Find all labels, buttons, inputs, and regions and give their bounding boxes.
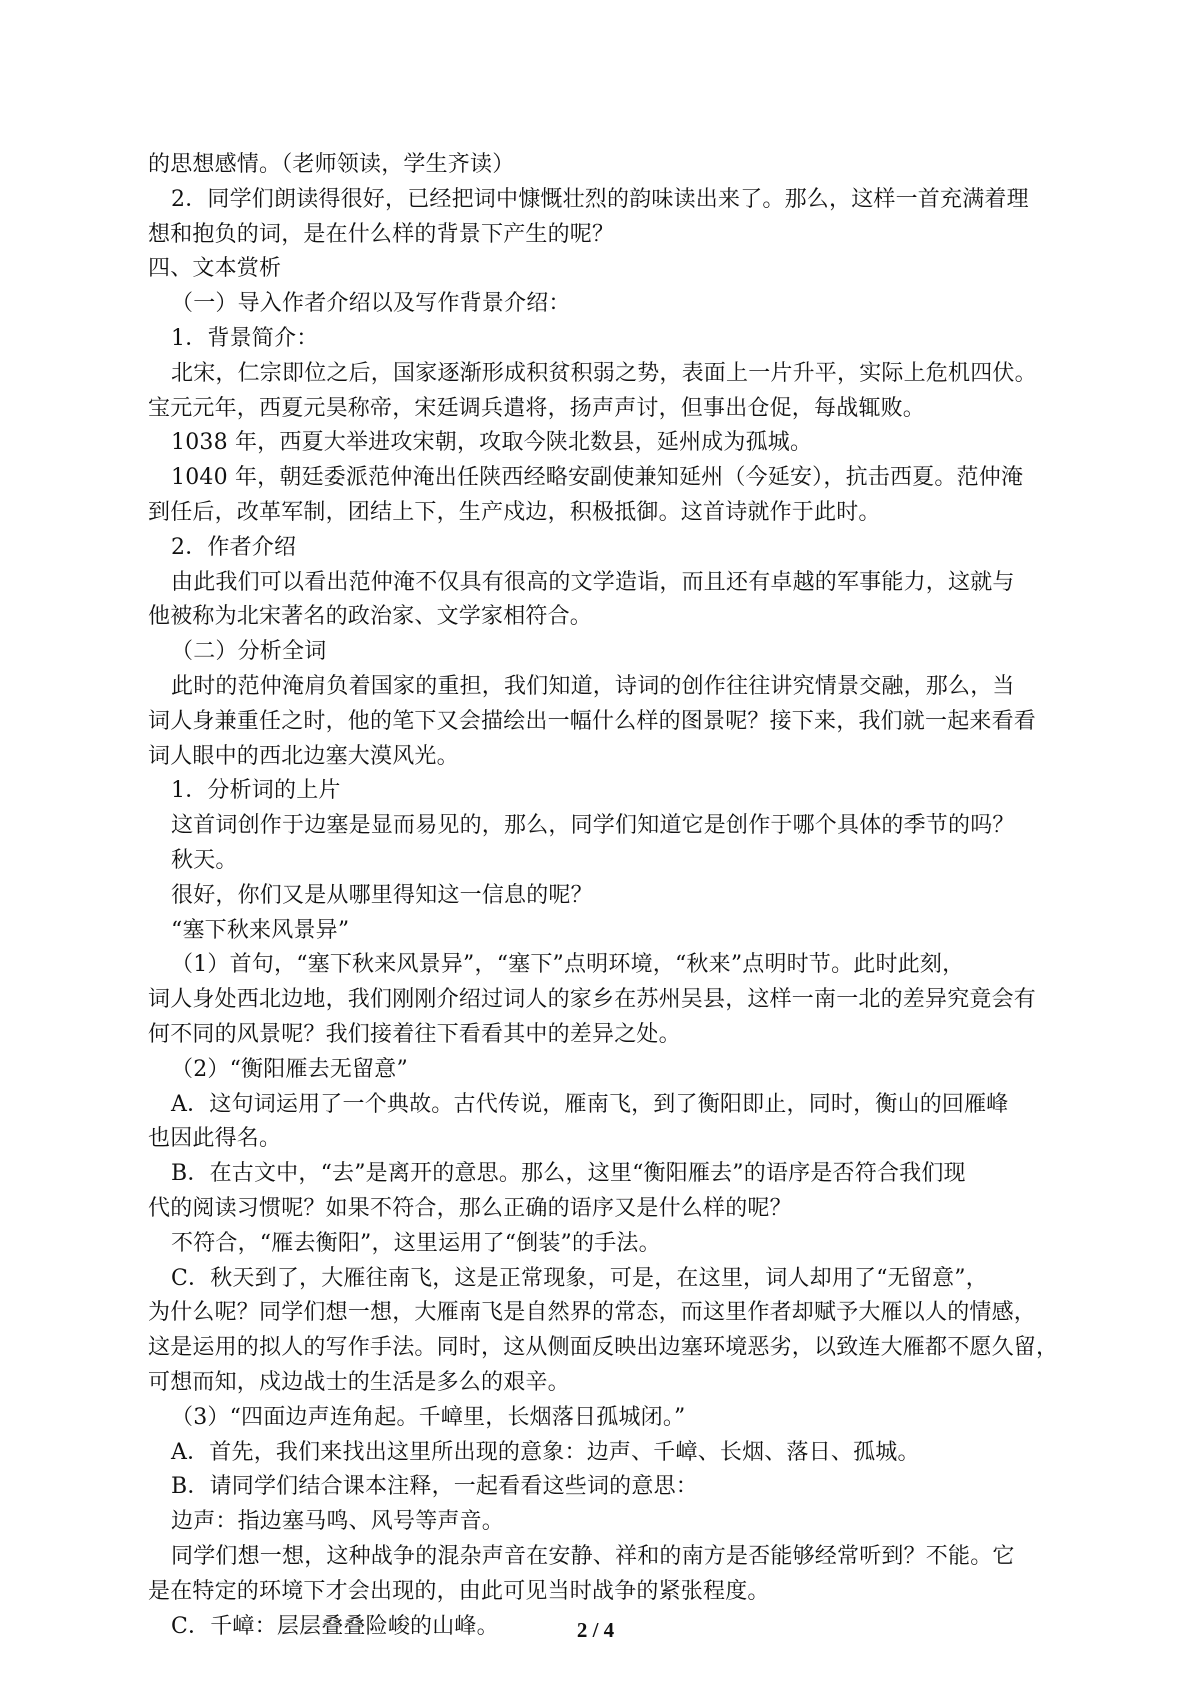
text-line: 2．同学们朗读得很好，已经把词中慷慨壮烈的韵味读出来了。那么，这样一首充满着理 (171, 186, 1029, 212)
text-line: 这是运用的拟人的写作手法。同时，这从侧面反映出边塞环境恶劣，以致连大雁都不愿久留， (148, 1335, 1059, 1361)
text-line: 是在特定的环境下才会出现的，由此可见当时战争的紧张程度。 (148, 1578, 770, 1604)
text-line: 很好，你们又是从哪里得知这一信息的呢？ (171, 882, 593, 908)
text-line: （二）分析全词 (171, 639, 327, 665)
text-line: 词人身处西北边地，我们刚刚介绍过词人的家乡在苏州吴县，这样一南一北的差异究竟会有 (148, 987, 1037, 1013)
text-line: 也因此得名。 (148, 1126, 282, 1152)
text-line: 边声：指边塞马鸣、风号等声音。 (171, 1509, 505, 1535)
text-line: 同学们想一想，这种战争的混杂声音在安静、祥和的南方是否能够经常听到？不能。它 (171, 1544, 1015, 1569)
text-line: B．请同学们结合课本注释，一起看看这些词的意思： (171, 1474, 698, 1500)
text-line: 北宋，仁宗即位之后，国家逐渐形成积贫积弱之势，表面上一片升平，实际上危机四伏。 (171, 360, 1037, 386)
page-number: 2 / 4 (576, 1618, 615, 1642)
text-line: 秋天。 (171, 848, 238, 873)
text-line: A．这句词运用了一个典故。古代传说，雁南飞，到了衡阳即止，同时，衡山的回雁峰 (171, 1091, 1009, 1117)
text-line: A．首先，我们来找出这里所出现的意象：边声、千嶂、长烟、落日、孤城。 (171, 1439, 920, 1465)
text-line: B．在古文中，“去”是离开的意思。那么，这里“衡阳雁去”的语序是否符合我们现 (171, 1161, 966, 1187)
text-line: 由此我们可以看出范仲淹不仅具有很高的文学造诣，而且还有卓越的军事能力，这就与 (171, 569, 1015, 595)
text-line: （2）“衡阳雁去无留意” (171, 1056, 408, 1082)
text-line: “塞下秋来风景异” (171, 917, 350, 943)
text-line: 想和抱负的词，是在什么样的背景下产生的呢？ (148, 221, 615, 247)
text-line: C．千嶂：层层叠叠险峻的山峰。 (171, 1613, 499, 1639)
text-line: 这首词创作于边塞是显而易见的，那么，同学们知道它是创作于哪个具体的季节的吗？ (171, 813, 1015, 839)
text-line: 1038 年，西夏大举进攻宋朝，攻取今陕北数县，延州成为孤城。 (171, 430, 813, 456)
text-line: 四、文本赏析 (148, 256, 282, 282)
text-line: 词人身兼重任之时，他的笔下又会描绘出一幅什么样的图景呢？接下来，我们就一起来看看 (148, 708, 1037, 734)
text-line: 宝元元年，西夏元昊称帝，宋廷调兵遣将，扬声声讨，但事出仓促，每战辄败。 (148, 395, 926, 421)
text-line: 为什么呢？同学们想一想，大雁南飞是自然界的常态，而这里作者却赋予大雁以人的情感， (148, 1300, 1037, 1326)
text-line: 何不同的风景呢？我们接着往下看看其中的差异之处。 (148, 1022, 681, 1047)
text-line: （3）“四面边声连角起。千嶂里，长烟落日孤城闭。” (171, 1404, 686, 1430)
text-line: 的思想感情。（老师领读，学生齐读） (148, 152, 515, 177)
text-line: 此时的范仲淹肩负着国家的重担，我们知道，诗词的创作往往讲究情景交融，那么，当 (171, 674, 1015, 699)
text-line: （一）导入作者介绍以及写作背景介绍： (171, 291, 571, 317)
text-line: 可想而知，戍边战士的生活是多么的艰辛。 (148, 1370, 570, 1395)
text-line: 他被称为北宋著名的政治家、文学家相符合。 (148, 604, 593, 630)
text-line: 1040 年，朝廷委派范仲淹出任陕西经略安副使兼知延州（今延安），抗击西夏。范仲淹 (171, 465, 1024, 491)
text-line: C．秋天到了，大雁往南飞，这是正常现象，可是，在这里，词人却用了“无留意”， (171, 1265, 988, 1291)
text-line: 1．背景简介： (171, 326, 319, 351)
text-line: （1）首句，“塞下秋来风景异”，“塞下”点明环境，“秋来”点明时节。此时此刻， (171, 952, 965, 978)
text-line: 代的阅读习惯呢？如果不符合，那么正确的语序又是什么样的呢？ (148, 1196, 792, 1221)
text-line: 词人眼中的西北边塞大漠风光。 (148, 743, 459, 769)
text-line: 2．作者介绍 (171, 534, 297, 560)
text-line: 不符合，“雁去衡阳”，这里运用了“倒装”的手法。 (171, 1230, 661, 1256)
text-line: 到任后，改革军制，团结上下，生产戍边，积极抵御。这首诗就作于此时。 (148, 500, 881, 525)
text-line: 1．分析词的上片 (171, 778, 341, 804)
